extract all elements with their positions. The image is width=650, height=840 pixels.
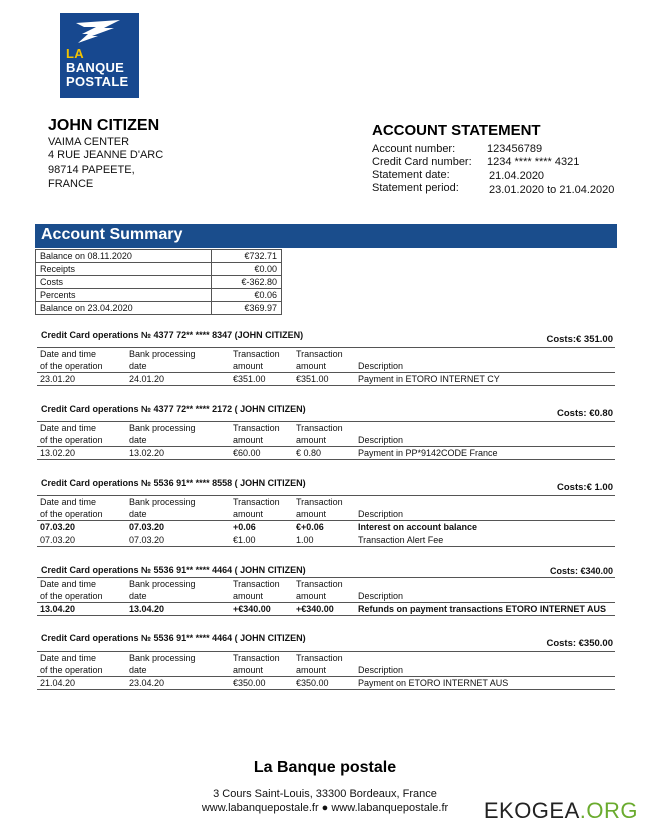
cell-amount: +0.06 [233,522,256,533]
customer-name: JOHN CITIZEN [48,117,160,134]
cell-amount2: € 0.80 [293,447,355,460]
account-number-label: Account number: [372,143,456,155]
summary-row [36,302,282,315]
table-row [37,677,615,690]
col-description-header [355,496,615,521]
header-text: amount [296,435,327,445]
col-amount2-header [293,348,355,373]
header-text: Bank processing [129,349,196,359]
table-header-row [37,578,615,603]
header-text: date [129,361,147,371]
header-text: date [129,509,147,519]
cell-date: 13.02.20 [37,447,126,460]
header-text: Date and time [40,423,97,433]
col-amount2-header [293,578,355,603]
col-amount-header [230,496,293,521]
operation-title: Credit Card operations № 5536 91** **** 4464 ( JOHN CITIZEN) [41,565,306,575]
header-text: amount [296,361,327,371]
cell-date: 23.01.20 [37,373,126,386]
summary-label: Balance on 08.11.2020 [36,250,212,263]
header-text: amount [296,665,327,675]
watermark-text: EKOGEA [483,798,580,823]
header-text: of the operation [40,665,103,675]
cell-amount: +€340.00 [230,603,293,616]
operation-title: Credit Card operations № 4377 72** **** 8347 (JOHN CITIZEN) [41,330,304,340]
cell-description: Interest on account balance [358,522,478,533]
table-header-row [37,348,615,373]
header-text: Bank processing [129,579,196,589]
col-date-header [37,422,126,447]
col-amount2-header [293,496,355,521]
logo-text-la: LA [66,46,84,61]
watermark-suffix: .ORG [579,798,638,823]
col-date-header [37,348,126,373]
cell-description: Payment on ETORO INTERNET AUS [355,677,615,690]
header-text: Transaction [233,579,280,589]
customer-address-line: 98714 PAPEETE, [48,164,135,176]
statement-period-value: 23.01.2020 to 21.04.2020 [489,184,615,196]
customer-address-line: VAIMA CENTER [48,136,130,148]
customer-address-line: 4 RUE JEANNE D'ARC [48,149,164,161]
operation-title: Credit Card operations № 4377 72** **** 2172 ( JOHN CITIZEN) [41,404,306,414]
col-processing-header [126,652,230,677]
header-text: amount [233,509,264,519]
footer-website-links[interactable]: www.labanquepostale.fr ● www.labanquepostale.fr [201,802,449,814]
header-text: Bank processing [129,497,196,507]
header-text: of the operation [40,509,103,519]
cell-date: 07.03.20 [40,522,76,533]
logo-text-postale: POSTALE [66,74,129,89]
cell-amount2: 1.00 [293,534,355,547]
header-text: Description [358,361,404,371]
header-text: Bank processing [129,423,196,433]
header-text: Transaction [296,653,343,663]
col-date-header [37,652,126,677]
operation-costs: Costs: €340.00 [549,566,613,576]
cell-amount2: €+0.06 [296,522,324,533]
cell-amount2: €351.00 [293,373,355,386]
header-text: Date and time [40,349,97,359]
account-summary-header [35,224,617,248]
watermark [484,798,638,824]
statement-date-value: 21.04.2020 [489,170,545,182]
summary-value: €-362.80 [212,276,282,289]
table-row [37,447,615,460]
account-number-value: 123456789 [487,143,543,155]
cell-amount: €351.00 [230,373,293,386]
statement-period-label: Statement period: [372,182,459,194]
cell-processing-date: 24.01.20 [126,373,230,386]
col-amount-header [230,652,293,677]
header-text: Transaction [296,497,343,507]
operation-table [37,495,615,547]
operation-title: Credit Card operations № 5536 91** **** 8558 ( JOHN CITIZEN) [41,478,306,488]
account-summary-table [35,249,282,315]
summary-label: Costs [36,276,212,289]
col-description-header [355,652,615,677]
summary-label: Balance on 23.04.2020 [36,302,212,315]
header-text: Bank processing [129,653,196,663]
header-text: date [129,435,147,445]
cell-description: Refunds on payment transactions ETORO INTERNET AUS [355,603,615,616]
col-processing-header [126,348,230,373]
cell-date: 21.04.20 [37,677,126,690]
header-text: Date and time [40,579,97,589]
col-description-header [355,578,615,603]
header-text: Transaction [296,579,343,589]
table-header-row [37,496,615,521]
col-processing-header [126,578,230,603]
col-description-header [355,422,615,447]
summary-label: Receipts [36,263,212,276]
col-description-header [355,348,615,373]
cell-processing-date: 13.02.20 [126,447,230,460]
cell-processing-date: 13.04.20 [126,603,230,616]
header-text: amount [296,509,327,519]
summary-label: Percents [36,289,212,302]
header-text: Description [358,665,404,675]
cell-date: 13.04.20 [37,603,126,616]
header-text: Transaction [296,423,343,433]
header-text: Transaction [233,423,280,433]
table-row [37,373,615,386]
logo-text-banque: BANQUE [66,60,125,75]
col-date-header [37,496,126,521]
col-amount2-header [293,652,355,677]
header-text: Transaction [233,653,280,663]
statement-date-label: Statement date: [372,169,450,181]
bank-logo [60,13,139,98]
table-header-row [37,652,615,677]
summary-row [36,289,282,302]
card-number-label: Credit Card number: [372,156,472,168]
operation-table [37,651,615,690]
footer-address: 3 Cours Saint-Louis, 33300 Bordeaux, France [213,788,437,800]
operation-costs: Costs:€ 1.00 [557,482,613,493]
table-row [37,534,615,547]
table-row [37,521,615,534]
col-amount2-header [293,422,355,447]
col-processing-header [126,496,230,521]
header-text: Description [358,591,404,601]
col-amount-header [230,348,293,373]
summary-row [36,250,282,263]
summary-row [36,263,282,276]
cell-processing-date: 23.04.20 [126,677,230,690]
account-summary-title: Account Summary [41,226,183,243]
header-text: Description [358,435,404,445]
operation-table [37,347,615,386]
header-text: Transaction [233,349,280,359]
header-text: Description [358,509,404,519]
table-row [37,603,615,616]
cell-amount: €350.00 [230,677,293,690]
cell-description: Payment in PP*9142CODE France [355,447,615,460]
cell-date: 07.03.20 [37,534,126,547]
cell-processing-date: 07.03.20 [129,522,165,533]
operation-table [37,421,615,460]
col-processing-header [126,422,230,447]
table-header-row [37,422,615,447]
summary-value: €0.06 [212,289,282,302]
summary-value: €369.97 [212,302,282,315]
col-amount-header [230,578,293,603]
card-number-value: 1234 **** **** 4321 [487,156,580,168]
header-text: Date and time [40,497,97,507]
operation-costs: Costs:€ 351.00 [546,334,613,345]
summary-value: €732.71 [212,250,282,263]
header-text: of the operation [40,435,103,445]
operation-title: Credit Card operations № 5536 91** **** 4464 ( JOHN CITIZEN) [41,633,306,643]
operation-costs: Costs: €0.80 [557,408,613,419]
header-text: amount [233,361,264,371]
header-text: amount [233,435,264,445]
cell-description: Payment in ETORO INTERNET CY [355,373,615,386]
bird-logo-icon [70,19,126,45]
header-text: Transaction [233,497,280,507]
col-date-header [37,578,126,603]
cell-amount2: +€340.00 [293,603,355,616]
cell-description: Transaction Alert Fee [355,534,615,547]
header-text: amount [233,591,264,601]
header-text: amount [233,665,264,675]
cell-amount: €60.00 [230,447,293,460]
header-text: date [129,591,147,601]
header-text: amount [296,591,327,601]
operation-table [37,577,615,616]
col-amount-header [230,422,293,447]
statement-title: ACCOUNT STATEMENT [372,122,541,139]
customer-address-line: FRANCE [48,178,94,190]
header-text: of the operation [40,361,103,371]
cell-amount: €1.00 [230,534,293,547]
cell-amount2: €350.00 [293,677,355,690]
header-text: Date and time [40,653,97,663]
header-text: date [129,665,147,675]
header-text: of the operation [40,591,103,601]
header-text: Transaction [296,349,343,359]
summary-row [36,276,282,289]
footer-bank-name: La Banque postale [253,759,397,776]
summary-value: €0.00 [212,263,282,276]
cell-processing-date: 07.03.20 [126,534,230,547]
operation-costs: Costs: €350.00 [546,638,613,649]
